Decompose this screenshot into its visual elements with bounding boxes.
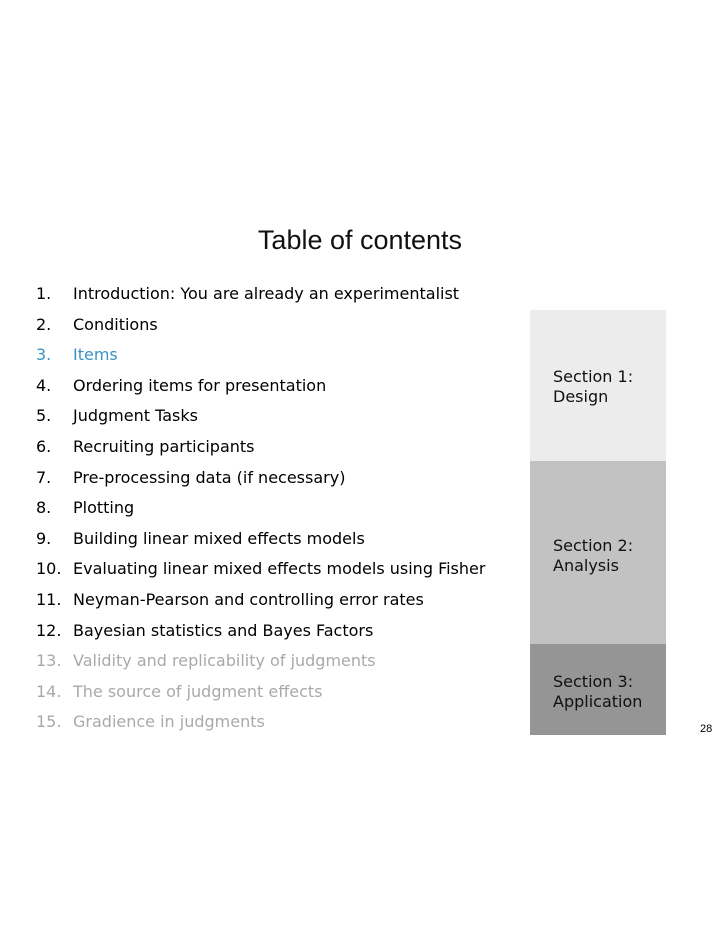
section-2-name: Analysis	[553, 556, 619, 575]
section-3-label	[553, 672, 642, 712]
section-2-title: Section 2:	[553, 536, 634, 555]
section-2-block	[530, 461, 666, 644]
toc-item-9	[36, 525, 485, 556]
toc-item-5	[36, 402, 485, 433]
toc-item-label: Validity and replicability of judgments	[73, 651, 376, 671]
toc-item-label: Recruiting participants	[73, 436, 255, 456]
toc-item-6	[36, 433, 485, 464]
toc-item-number: 2.	[36, 314, 52, 334]
toc-item-number: 3.	[36, 345, 52, 365]
toc-item-label: The source of judgment effects	[73, 681, 323, 701]
toc-item-number: 8.	[36, 498, 52, 518]
toc-item-number: 15.	[36, 712, 62, 732]
toc-item-number: 4.	[36, 375, 52, 395]
toc-item-7	[36, 464, 485, 495]
toc-item-number: 5.	[36, 406, 52, 426]
toc-item-number: 6.	[36, 436, 52, 456]
toc-item-14	[36, 678, 485, 709]
section-1-name: Design	[553, 387, 609, 406]
toc-item-label: Neyman-Pearson and controlling error rates	[73, 589, 424, 609]
toc-item-number: 7.	[36, 467, 52, 487]
section-3-block	[530, 644, 666, 735]
toc-item-number: 12.	[36, 620, 62, 640]
section-1-title: Section 1:	[553, 367, 634, 386]
toc-item-11	[36, 586, 485, 617]
toc-item-label: Building linear mixed effects models	[73, 528, 365, 548]
toc-item-12	[36, 617, 485, 648]
section-3-title: Section 3:	[553, 672, 634, 691]
toc-item-label: Bayesian statistics and Bayes Factors	[73, 620, 374, 640]
toc-item-15	[36, 708, 485, 739]
toc-item-3-current	[36, 341, 485, 372]
toc-item-label: Conditions	[73, 314, 158, 334]
toc-item-label: Judgment Tasks	[73, 406, 198, 426]
toc-item-label: Evaluating linear mixed effects models using Fisher	[73, 559, 486, 579]
toc-item-1	[36, 280, 485, 311]
toc-item-label: Introduction: You are already an experimentalist	[73, 284, 460, 303]
toc-item-label: Ordering items for presentation	[73, 375, 327, 395]
toc-item-number: 14.	[36, 681, 62, 701]
section-3-name: Application	[553, 692, 643, 711]
section-2-label	[553, 536, 633, 576]
toc-item-number: 10.	[36, 559, 62, 579]
toc-item-13	[36, 647, 485, 678]
toc-item-label: Items	[73, 345, 118, 365]
section-1-block	[530, 310, 666, 461]
toc-item-number: 13.	[36, 651, 62, 671]
toc-item-label: Gradience in judgments	[73, 712, 265, 732]
slide-title: Table of contents	[257, 225, 463, 255]
toc-item-4	[36, 372, 485, 403]
table-of-contents	[36, 280, 485, 739]
page-number: 28	[700, 723, 713, 735]
toc-item-label: Pre-processing data (if necessary)	[73, 467, 346, 487]
section-1-label	[553, 367, 633, 407]
toc-item-label: Plotting	[73, 498, 135, 518]
toc-item-10	[36, 555, 485, 586]
toc-item-number: 11.	[36, 589, 62, 609]
toc-item-number: 9.	[36, 528, 52, 548]
toc-item-number: 1.	[36, 284, 52, 303]
toc-item-2	[36, 311, 485, 342]
toc-item-8	[36, 494, 485, 525]
